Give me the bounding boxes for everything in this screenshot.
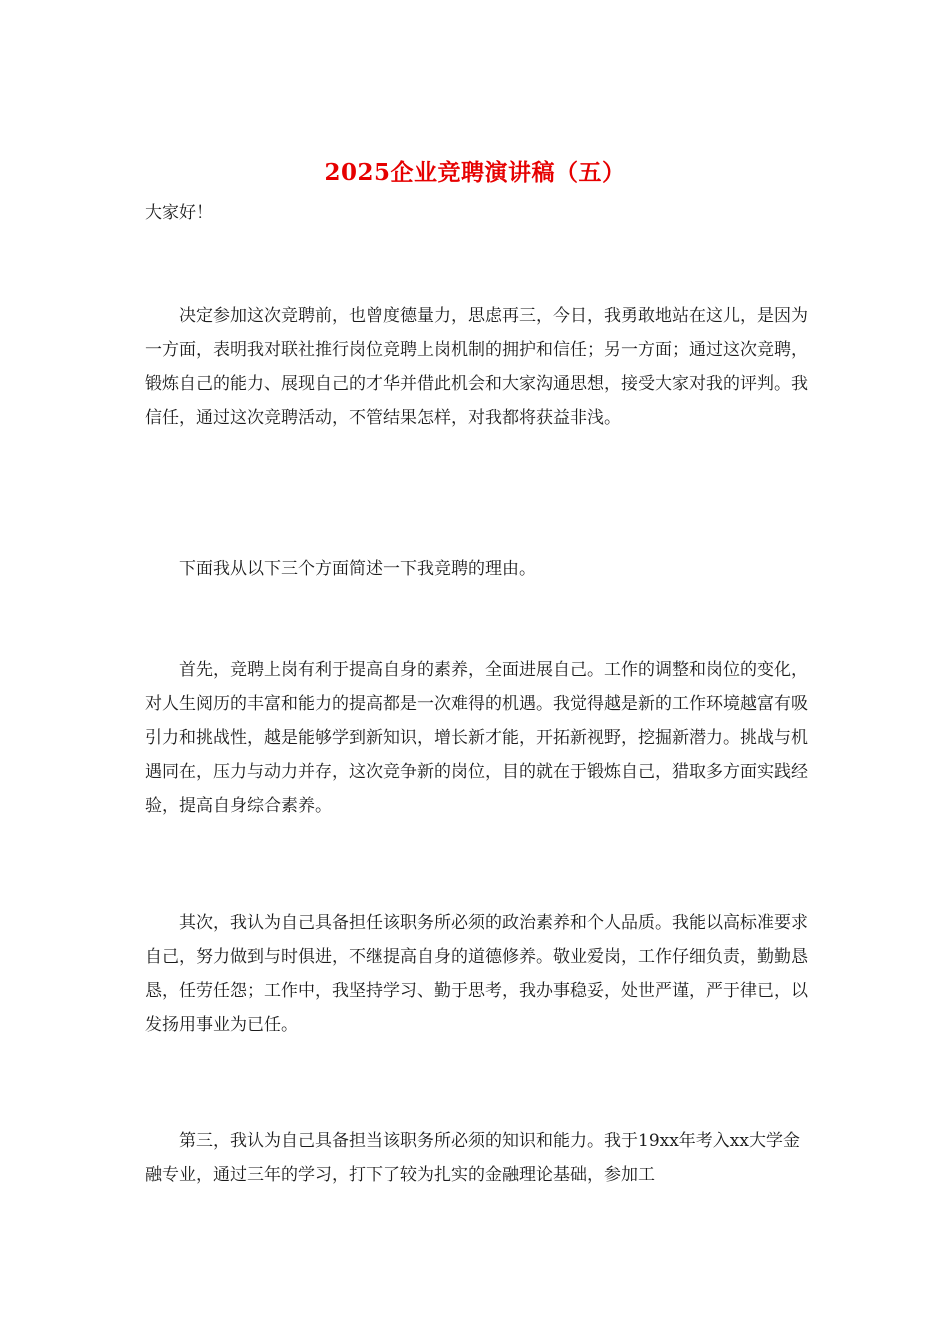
paragraph-overview: 下面我从以下三个方面简述一下我竞聘的理由。 [179,559,536,579]
greeting: 大家好！ [145,203,213,223]
paragraph-second-reason: 其次，我认为自己具备担任该职务所必须的政治素养和个人品质。我能以高标准要求自己，努力做到与时俱进，不继提高自身的道德修养。敬业爱岗，工作仔细负责，勤勤恳恳，任劳任怨；工作中，我坚持学习、勤于思考，我办事稳妥，处世严谨，严于律已，以发扬用事业为已任。 [145,913,808,1035]
paragraph-first-reason: 首先，竞聘上岗有利于提高自身的素养，全面进展自己。工作的调整和岗位的变化，对人生阅历的丰富和能力的提高都是一次难得的机遇。我觉得越是新的工作环境越富有吸引力和挑战性，越是能够学到新知识，增长新才能，开拓新视野，挖掘新潜力。挑战与机遇同在，压力与动力并存，这次竞争新的岗位，目的就在于锻炼自己，猎取多方面实践经验，提高自身综合素养。 [145,660,808,816]
paragraph-third-reason: 第三，我认为自己具备担当该职务所必须的知识和能力。我于19xx年考入xx大学金融专业，通过三年的学习，打下了较为扎实的金融理论基础，参加工 [145,1131,800,1185]
document-title: 2025企业竞聘演讲稿（五） [324,159,626,186]
paragraph-intro: 决定参加这次竞聘前，也曾度德量力，思虑再三，今日，我勇敢地站在这儿，是因为一方面，表明我对联社推行岗位竞聘上岗机制的拥护和信任；另一方面；通过这次竞聘，锻炼自己的能力、展现自己的才华并借此机会和大家沟通思想，接受大家对我的评判。我信任，通过这次竞聘活动，不管结果怎样，对我都将获益非浅。 [145,306,808,428]
